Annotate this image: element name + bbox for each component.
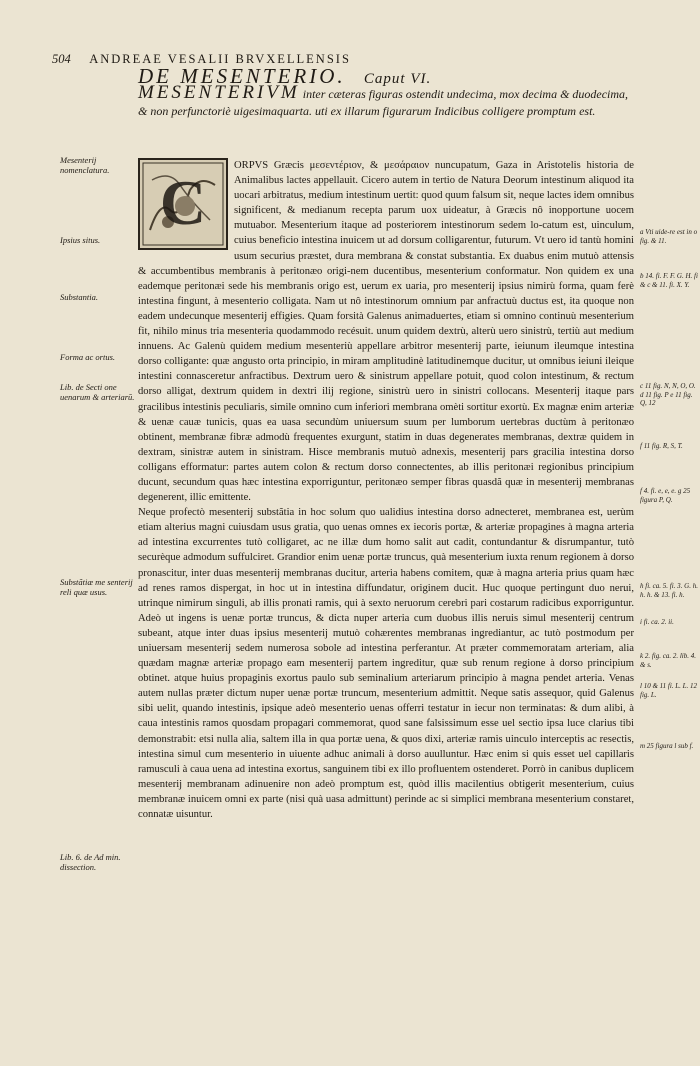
main-text bbox=[138, 158, 634, 822]
margin-ref-i: i fi. ca. 2. ii. bbox=[640, 618, 674, 626]
paragraph-1: ORPVS Græcis μεσεντέριον, & μεσάραιον nuncupatum, Gaza in Aristotelis historia de Animalibus lactes appellauit. Cicero autem in tertio de Natura Deorum intestinum aliquod ita uocari arbitratus, medium intestinum uertit: quod quum falsum sit, neque lactes idem omnibus significent, & medianum recepta parum uox uideatur, à Græcis nô inopportune uocem mutuabor. Mesenterium itaque ad posteriorem intestinorum sedem lo-catum est, uinculum, cuius beneficio intestina inuicem ut ad dorsum colligarentur, futurum. Vt uero id tantù homini usum securius præstet, dura membrana & constat substantia. Ex duabus enim mutuò attensis & accumbentibus membranis à peritonæo origi-nem ducentibus, mesenterium conformatur. Non quidem ex una eademque peritonæi sede his membranis origo est, uerum ex uaria, pro mesenterij ipsius nimirù forma, quam ferè intestina fingunt, à mesenterio colligata. Nam ut nô intestinorum omnium par anfractuù ductus est, ita quoque non eadem undecunque mesenterij effigies. Quam forsità Galenus animaduertes, etiam si omnino continuù mesenterium fit, nihilo minus tria mesenteria quodammodo recésuit. unum quidem dextrù, alterù uero sinistrù, tertiù aut medium innuens. Ac Galenù quidem medium mesenteriù appellare arbitror mesenterij parte, ieiunum ileumque intestina dorso colligante: quæ angusto orta principio, in miram amplitudinè latitudinemque ducitur, ut omnibus ieiuni ileique intestini connasceretur anfractibus. Dextrum uero & sinistrum appellare potuit, quod colon intestinum, & rectum dorso alligat, dextrum quidem in dextri ilij regione, sinistrù uero in sinistri collocans. Mesenterij itaque pars gracilibus intestinis peculiaris, simile omnino cum inferiori membrana omèti sortitur exortù. Ex magnæ enim arteriæ & uenæ cauæ tunicis, quas ea uasa secundùm uniuersum suum per lumborum uertebras ductùm à peritonæo obtinent, membranæ fibræ admodù frequentes exurgunt, statim in duas degenerates membranas, dextræ quidem in dextram, sinistræ autem in sinistram. Hisce membranis mutuò adnexis, mesenterij pars gracilia intestina dorso colligans efformatur: partes autem colon & rectum dorso connectentes, ab illis peritonæi regionibus principium ducunt, secundum quas hæc intestina exporriguntur, peritonæo semper fibras quasdã quæ in mesenterij membranas degenerent, illic emittente. bbox=[138, 160, 634, 504]
page-number: 504 bbox=[52, 52, 71, 66]
margin-note-substantia: Substantia. bbox=[60, 292, 99, 302]
margin-ref-f2: f 4. fi. e, e, e. g 25 figura P, Q. bbox=[640, 487, 691, 504]
ornamental-initial-c-icon bbox=[138, 158, 228, 250]
margin-note-situs: Ipsius situs. bbox=[60, 235, 101, 245]
margin-note-substantiae: Substãtiæ me senterij reli quæ usus. bbox=[60, 577, 133, 597]
margin-ref-c: c 11 fig. N, N, O, O. d 11 fig. P e 11 fig. Q, 12 bbox=[640, 382, 696, 407]
chapter-intro bbox=[138, 84, 638, 120]
margin-ref-b: b 14. fi. F. F. G. H. fi & c & 11. fi. X. Y. bbox=[640, 272, 698, 289]
paragraph-2: Neque profectò mesenterij substãtia in hoc solum quo ualidius intestina dorso adnecteret, membranea est, uerùm etiam alterius magni cuiusdam usus gratia, quo uenas omnes ex iecoris portæ, & arteriæ propagines à magna arteria ad intestina excurrentes tutò colligaret, ac ne illæ dum homo salit aut cadit, contundantur & disrumpantur, tutò securèque admodum suffulciret. Grandior enim uenæ portæ truncus, quà mesenterium iuxta renum regionem à dorso pronascitur, inter duas mesenterij membranas ducitur, arteria habens comitem, quæ à magna arteria prius quam hæc ad renes ramos dispergat, in hoc ut in intestina diffundatur, originem ducit. Huc quoque pertingunt duo nerui, utrinque nimirum singuli, ab illis pronati ramis, qui à sexto neruorum cerebri pari costarum radicibus exporriguntur. Adeò ut ingens is uenæ portæ truncus, & dicta nuper arteria cum duobus illis neruis simul mesenterij centrum subeant, atque inter duas ipsius mesenterij mutuò cohærentes membranas ingrediantur, ac tutò postmodum per uniuersam mesenterij sedem numerosa sobole ad intestina perferantur. At præter commemoratam arteriam, alia quædam magnæ arteriæ propago eam mesenterij partem ingreditur, quæ sub renum regione à dorso principium obtinet. atque huius propaginis exortus paulo sub seminalium arteriarum principio à magna pendet arteria. Venas autem nullas præter dictum nuper uenæ portæ truncum, mesenterium admittit. Neque satis assequor, quid Galenus sibi uelit, quando intestinis, ipsique adeò mesenterio uenas offerri testatur in iecur non terminatas: & dum alibi, à caua intestinis ramos quosdam propagari commemorat, quod sane falsissimum esse uel sectio ipsa luce clarius tibi demonstrabit: etsi nulla alia, saltem illa in qua portæ uena, & quos dixi, arteriæ ramis uinculo interceptis ac resectis, intestina simul cum mesenterio in uiuente adhuc animali à dorso auulluntur. Hæc enim si quis esset uel capillaris ramusculi à caua uena ad intestina exortus, sanguinem tibi ex illo profluentem ostenderet. Porrò in canibus duplicem mesenterij membranam adinuenire non adeò promptum est, quòd illis macilentius obtigerit mesenterium, cuius membranæ inuicem omni ex parte (nisi quà uasa admittunt) perinde ac si simplici membrana mesenterium constaret, connatæ uisuntur. bbox=[138, 507, 634, 821]
margin-note-nomenclature: Mesenterij nomenclatura. bbox=[60, 155, 110, 175]
margin-ref-m: m 25 figura l sub f. bbox=[640, 742, 694, 750]
chapter-number: Caput VI. bbox=[363, 71, 432, 87]
margin-note-forma: Forma ac ortus. bbox=[60, 352, 116, 362]
running-title: ANDREAE VESALII BRVXELLENSIS bbox=[89, 52, 351, 66]
intro-text: inter cæteras figuras ostendit undecima, mox decima & duodecima, & non perfunctoriè uigesimaquarta. uti ex illarum figurarum Indicibus colligere promptum est. bbox=[138, 87, 629, 118]
svg-text:C: C bbox=[159, 167, 207, 238]
intro-first-word: MESENTERIVM bbox=[138, 82, 300, 103]
margin-ref-h: h fi. ca. 5. fi. 3. G. h. h. h. & 13. fi. h. bbox=[640, 582, 698, 599]
margin-note-lib-administ: Lib. 6. de Ad min. dissection. bbox=[60, 852, 121, 872]
margin-ref-a: a Vti uide-re est in o fig. & 11. bbox=[640, 228, 698, 245]
margin-ref-f: f 11 fig. R, S, T. bbox=[640, 442, 683, 450]
margin-ref-l: l 10 & 11 fi. L. L. 12 fig. L. bbox=[640, 682, 698, 699]
chapter-title: DE MESENTERIO. bbox=[138, 64, 346, 88]
margin-ref-k: k 2. fig. ca. 2. lib. 4. & s. bbox=[640, 652, 696, 669]
margin-note-lib-sectione: Lib. de Secti one uenarum & arteriarū. bbox=[60, 382, 135, 402]
